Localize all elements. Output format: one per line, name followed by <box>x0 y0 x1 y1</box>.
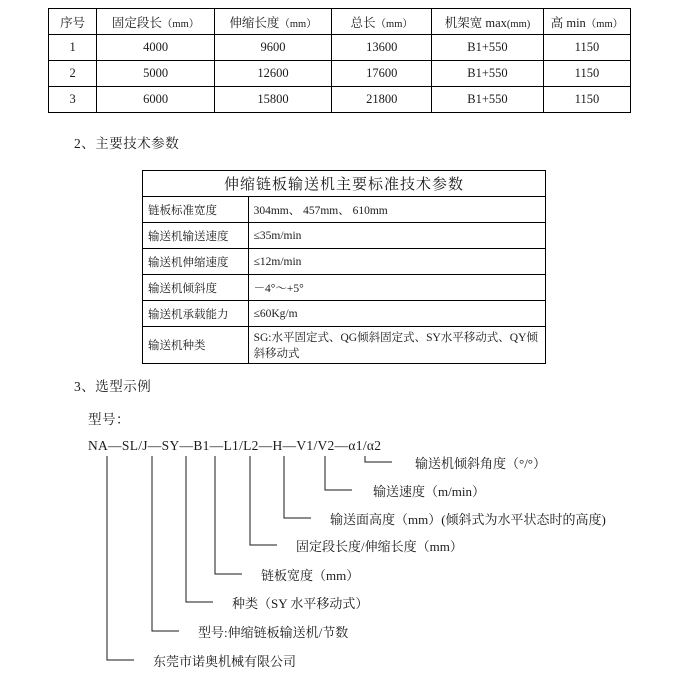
table-header-row <box>49 9 631 35</box>
table-body <box>143 171 546 364</box>
legend-label-speed: 输送速度（m/min） <box>373 484 485 499</box>
model-label: 型号： <box>88 412 130 427</box>
cell-total-length: 21800 <box>332 87 432 113</box>
leader-line-model <box>152 456 179 631</box>
param-label: 输送机种类 <box>143 327 249 364</box>
technical-parameters-table <box>142 170 546 364</box>
model-code-string: NA—SL/J—SY—B1—L1/L2—H—V1/V2—α1/α2 <box>88 438 382 453</box>
column-header-min-height: 高 min（mm） <box>543 9 630 35</box>
column-header-total-length: 总长（mm） <box>332 9 432 35</box>
cell-index: 3 <box>49 87 97 113</box>
leader-line-company <box>107 456 134 660</box>
leader-line-height <box>284 456 311 518</box>
section-heading-technical-parameters: 2、主要技术参数 <box>74 136 180 151</box>
param-label: 输送机伸缩速度 <box>143 249 249 275</box>
cell-telescopic-length: 15800 <box>214 87 331 113</box>
table-row <box>143 275 546 301</box>
table-row <box>49 35 631 61</box>
param-label: 输送机输送速度 <box>143 223 249 249</box>
specification-table-container <box>48 8 631 113</box>
leader-line-type <box>186 456 213 602</box>
legend-label-angle: 输送机倾斜角度（°/°） <box>415 456 547 471</box>
table-row <box>49 87 631 113</box>
cell-frame-width: B1+550 <box>432 35 544 61</box>
technical-table-title: 伸缩链板输送机主要标准技术参数 <box>143 171 546 197</box>
cell-fixed-length: 6000 <box>97 87 214 113</box>
param-label: 链板标准宽度 <box>143 197 249 223</box>
cell-fixed-length: 4000 <box>97 35 214 61</box>
table-body <box>49 35 631 113</box>
leader-line-lengths <box>250 456 277 545</box>
cell-index: 2 <box>49 61 97 87</box>
table-row <box>143 301 546 327</box>
table-row <box>49 61 631 87</box>
param-value: ≤35m/min <box>248 223 545 249</box>
param-value: SG:水平固定式、QG倾斜固定式、SY水平移动式、QY倾斜移动式 <box>248 327 545 364</box>
legend-label-chain-width: 链板宽度（mm） <box>261 568 360 583</box>
param-label: 输送机倾斜度 <box>143 275 249 301</box>
param-value: ≤60Kg/m <box>248 301 545 327</box>
legend-label-model-number: 型号:伸缩链板输送机/节数 <box>198 625 349 640</box>
leader-line-speed <box>325 456 352 490</box>
param-value: ≤12m/min <box>248 249 545 275</box>
table-title-row <box>143 171 546 197</box>
column-header-telescopic-length: 伸缩长度（mm） <box>214 9 331 35</box>
column-header-frame-width: 机架宽 max(mm) <box>432 9 544 35</box>
legend-label-company-name: 东莞市诺奥机械有限公司 <box>153 654 297 669</box>
cell-frame-width: B1+550 <box>432 61 544 87</box>
cell-index: 1 <box>49 35 97 61</box>
cell-total-length: 13600 <box>332 35 432 61</box>
cell-min-height: 1150 <box>543 35 630 61</box>
model-code-legend-diagram <box>0 430 679 677</box>
param-label: 输送机承载能力 <box>143 301 249 327</box>
legend-label-surface-height: 输送面高度（mm）(倾斜式为水平状态时的高度) <box>330 512 606 527</box>
legend-label-category: 种类（SY 水平移动式） <box>232 596 369 611</box>
table-row <box>143 327 546 364</box>
specification-table <box>48 8 631 113</box>
technical-parameters-table-container <box>142 170 546 364</box>
param-value: 304mm、 457mm、 610mm <box>248 197 545 223</box>
table-row <box>143 249 546 275</box>
cell-telescopic-length: 12600 <box>214 61 331 87</box>
legend-label-section-lengths: 固定段长度/伸缩长度（mm） <box>296 539 463 554</box>
param-value: －4°～+5° <box>248 275 545 301</box>
cell-fixed-length: 5000 <box>97 61 214 87</box>
cell-min-height: 1150 <box>543 61 630 87</box>
cell-total-length: 17600 <box>332 61 432 87</box>
section-heading-selection-example: 3、选型示例 <box>74 379 152 394</box>
column-header-index: 序号 <box>49 9 97 35</box>
column-header-fixed-length: 固定段长（mm） <box>97 9 214 35</box>
cell-telescopic-length: 9600 <box>214 35 331 61</box>
table-row <box>143 197 546 223</box>
cell-min-height: 1150 <box>543 87 630 113</box>
cell-frame-width: B1+550 <box>432 87 544 113</box>
leader-line-chain-width <box>215 456 242 574</box>
table-row <box>143 223 546 249</box>
table-header <box>49 9 631 35</box>
leader-line-angle <box>365 456 392 462</box>
